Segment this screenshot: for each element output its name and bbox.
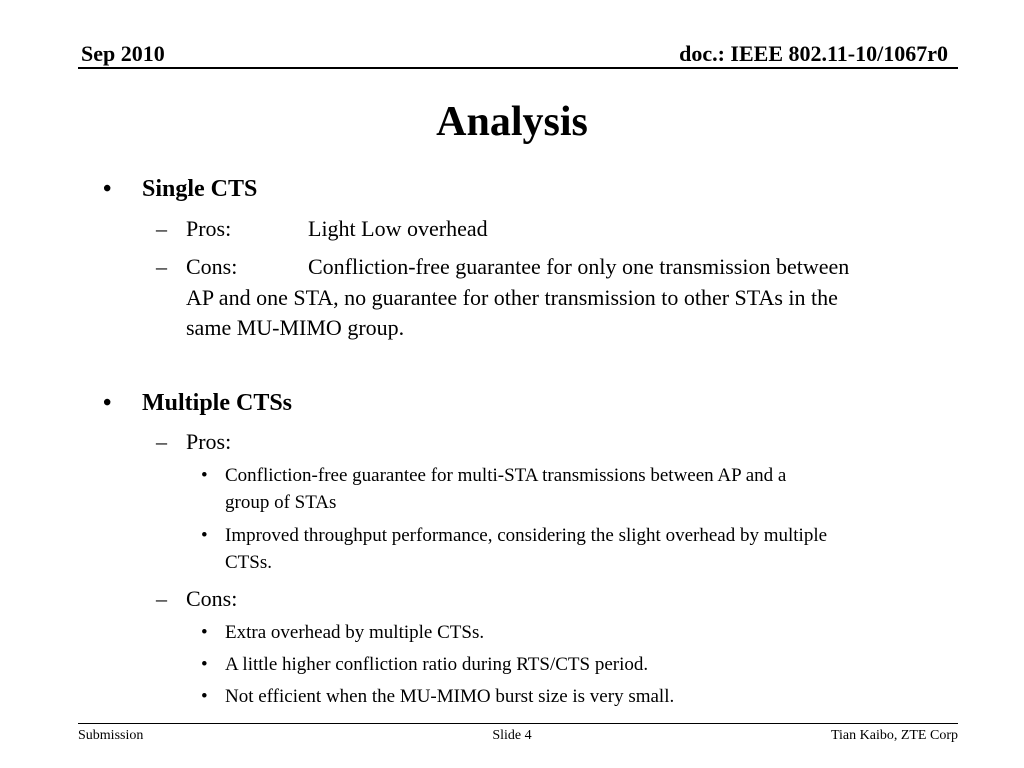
footer-slide-number: Slide 4: [492, 728, 532, 743]
dash-marker: –: [156, 254, 167, 279]
header-date: Sep 2010: [81, 41, 165, 66]
bullet-marker: •: [201, 654, 208, 675]
bullet-marker: •: [201, 622, 208, 643]
multiple-ctss-con-item: Extra overhead by multiple CTSs.: [225, 622, 485, 643]
multiple-ctss-pro-item: group of STAs: [225, 492, 337, 513]
multiple-ctss-pro-item: Improved throughput performance, considering the slight overhead by multiple: [225, 525, 828, 546]
bullet-multiple-ctss: Multiple CTSs: [142, 390, 293, 416]
footer-submission: Submission: [78, 728, 144, 743]
dash-marker: –: [156, 586, 167, 611]
bullet-marker: •: [201, 525, 208, 546]
single-cts-pros-text: Light Low overhead: [308, 216, 488, 241]
multiple-ctss-pro-item: Confliction-free guarantee for multi-STA transmissions between AP and a: [225, 465, 787, 486]
bullet-marker: •: [201, 686, 208, 707]
dash-marker: –: [156, 216, 167, 241]
single-cts-cons-label: Cons:: [186, 254, 238, 279]
bullet-single-cts: Single CTS: [142, 176, 258, 202]
single-cts-pros-label: Pros:: [186, 216, 232, 241]
single-cts-cons-text: Confliction-free guarantee for only one transmission between: [308, 254, 850, 279]
slide-title: Analysis: [436, 99, 588, 145]
footer-author: Tian Kaibo, ZTE Corp: [830, 728, 958, 743]
multiple-ctss-pro-item: CTSs.: [225, 552, 272, 573]
multiple-ctss-con-item: Not efficient when the MU-MIMO burst size is very small.: [225, 686, 675, 707]
single-cts-cons-text: same MU-MIMO group.: [186, 315, 405, 340]
single-cts-cons-text: AP and one STA, no guarantee for other transmission to other STAs in the: [186, 285, 838, 310]
dash-marker: –: [156, 429, 167, 454]
bullet-marker: •: [103, 176, 112, 202]
multiple-ctss-cons-label: Cons:: [186, 586, 238, 611]
bullet-marker: •: [103, 390, 112, 416]
multiple-ctss-con-item: A little higher confliction ratio during RTS/CTS period.: [225, 654, 649, 675]
footer-divider: [78, 723, 958, 724]
multiple-ctss-pros-label: Pros:: [186, 429, 232, 454]
bullet-marker: •: [201, 465, 208, 486]
header-doc-id: doc.: IEEE 802.11-10/1067r0: [679, 41, 948, 66]
